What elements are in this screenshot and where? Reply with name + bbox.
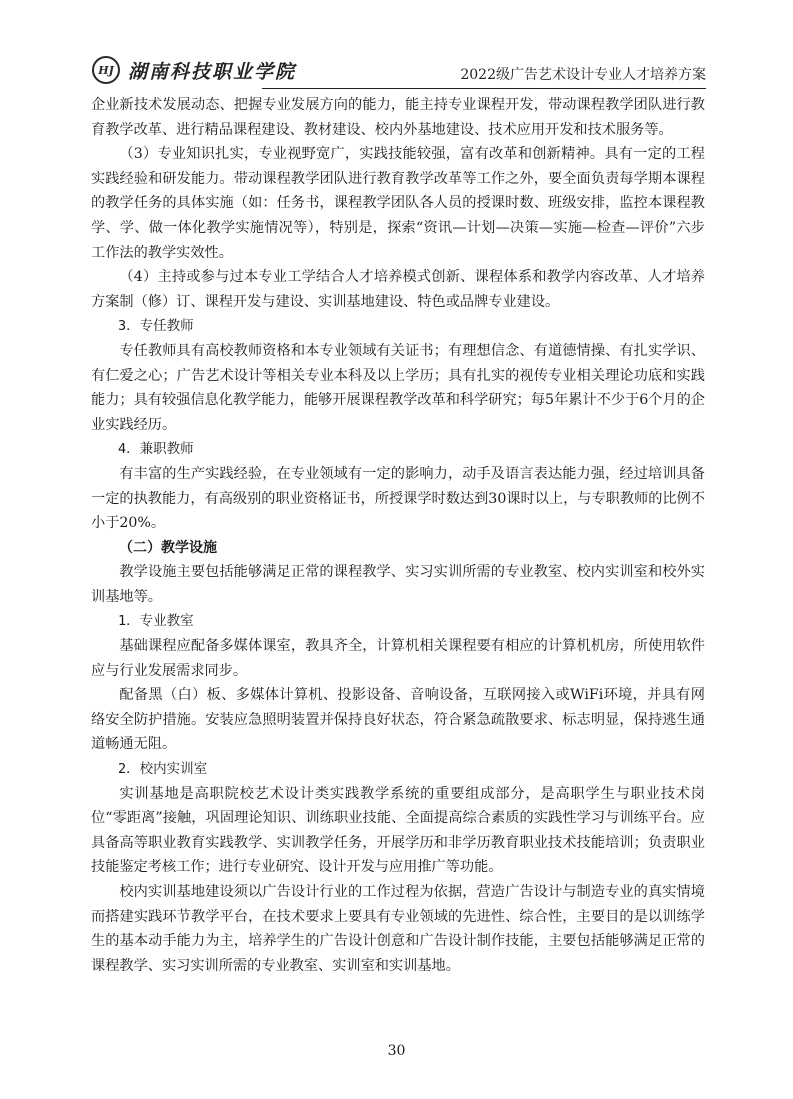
section-heading: （二）教学设施 [119, 539, 217, 556]
body-paragraph: 基础课程应配备多媒体课室，教具齐全，计算机相关课程要有相应的计算机机房，所使用软件应与行业发展需求同步。 [91, 638, 705, 679]
document-title: 2022级广告艺术设计专业人才培养方案 [460, 67, 706, 83]
body-paragraph: 配备黑（白）板、多媒体计算机、投影设备、音响设备，互联网接入或WiFi环境，并具有网络安全防护措施。安装应急照明装置并保持良好状态，符合紧急疏散要求、标志明显，保持逃生通道畅通无阻。 [91, 687, 705, 753]
subsection-heading: 2．校内实训室 [118, 761, 208, 778]
page-header [92, 56, 706, 90]
body-paragraph: 有丰富的生产实践经验，在专业领域有一定的影响力，动手及语言表达能力强，经过培训具备一定的执教能力，有高级别的职业资格证书，所授课学时数达到30课时以上，与专职教师的比例不小于20%。 [91, 465, 705, 532]
body-paragraph: 教学设施主要包括能够满足正常的课程教学、实习实训所需的专业教室、校内实训室和校外实训基地等。 [91, 564, 705, 605]
page-number: 30 [387, 1043, 406, 1059]
school-logo [92, 56, 296, 84]
subsection-heading: 4．兼职教师 [118, 441, 194, 458]
school-name: 湖南科技职业学院 [128, 60, 297, 83]
body-paragraph: （3）专业知识扎实，专业视野宽广，实践技能较强，富有改革和创新精神。具有一定的工程实践经验和研发能力。带动课程教学团队进行教育教学改革等工作之外，要全面负责每学期本课程的教学任务的具体实施（如：任务书，课程教学团队各人员的授课时数、班级安排，监控本课程教学、学、做一体化教学实施情况等），特别是，探索“资讯—计划—决策—实施—检查—评价”六步工作法的教学实效性。 [91, 146, 705, 261]
body-paragraph: 专任教师具有高校教师资格和本专业领域有关证书；有理想信念、有道德情操、有扎实学识、有仁爱之心；广告艺术设计等相关专业本科及以上学历；具有扎实的视传专业相关理论功底和实践能力；具有较强信息化教学能力，能够开展课程教学改革和科学研究；每5年累计不少于6个月的企业实践经历。 [91, 342, 705, 433]
subsection-heading: 1．专业教室 [118, 613, 194, 630]
document-body [91, 93, 705, 978]
header-divider [262, 88, 706, 89]
subsection-heading: 3．专任教师 [118, 318, 194, 335]
school-emblem-icon: HJ [92, 56, 120, 84]
body-paragraph: 实训基地是高职院校艺术设计类实践教学系统的重要组成部分，是高职学生与职业技术岗位“零距离”接触，巩固理论知识、训练职业技能、全面提高综合素质的实践性学习与训练平台。应具备高等职业教育实践教学、实训教学任务，开展学历和非学历教育职业技术技能培训；负责职业技能鉴定考核工作；进行专业研究、设计开发与应用推广等功能。 [91, 785, 705, 876]
body-paragraph: 企业新技术发展动态、把握专业发展方向的能力，能主持专业课程开发，带动课程教学团队进行教育教学改革、进行精品课程建设、教材建设、校内外基地建设、技术应用开发和技术服务等。 [91, 97, 705, 138]
body-paragraph: 校内实训基地建设须以广告设计行业的工作过程为依据，营造广告设计与制造专业的真实情境而搭建实践环节教学平台，在技术要求上要具有专业领域的先进性、综合性，主要目的是以训练学生的基本动手能力为主，培养学生的广告设计创意和广告设计制作技能，主要包括能够满足正常的课程教学、实习实训所需的专业教室、实训室和实训基地。 [91, 884, 705, 974]
body-paragraph: （4）主持或参与过本专业工学结合人才培养模式创新、课程体系和教学内容改革、人才培养方案制（修）订、课程开发与建设、实训基地建设、特色或品牌专业建设。 [91, 269, 705, 310]
